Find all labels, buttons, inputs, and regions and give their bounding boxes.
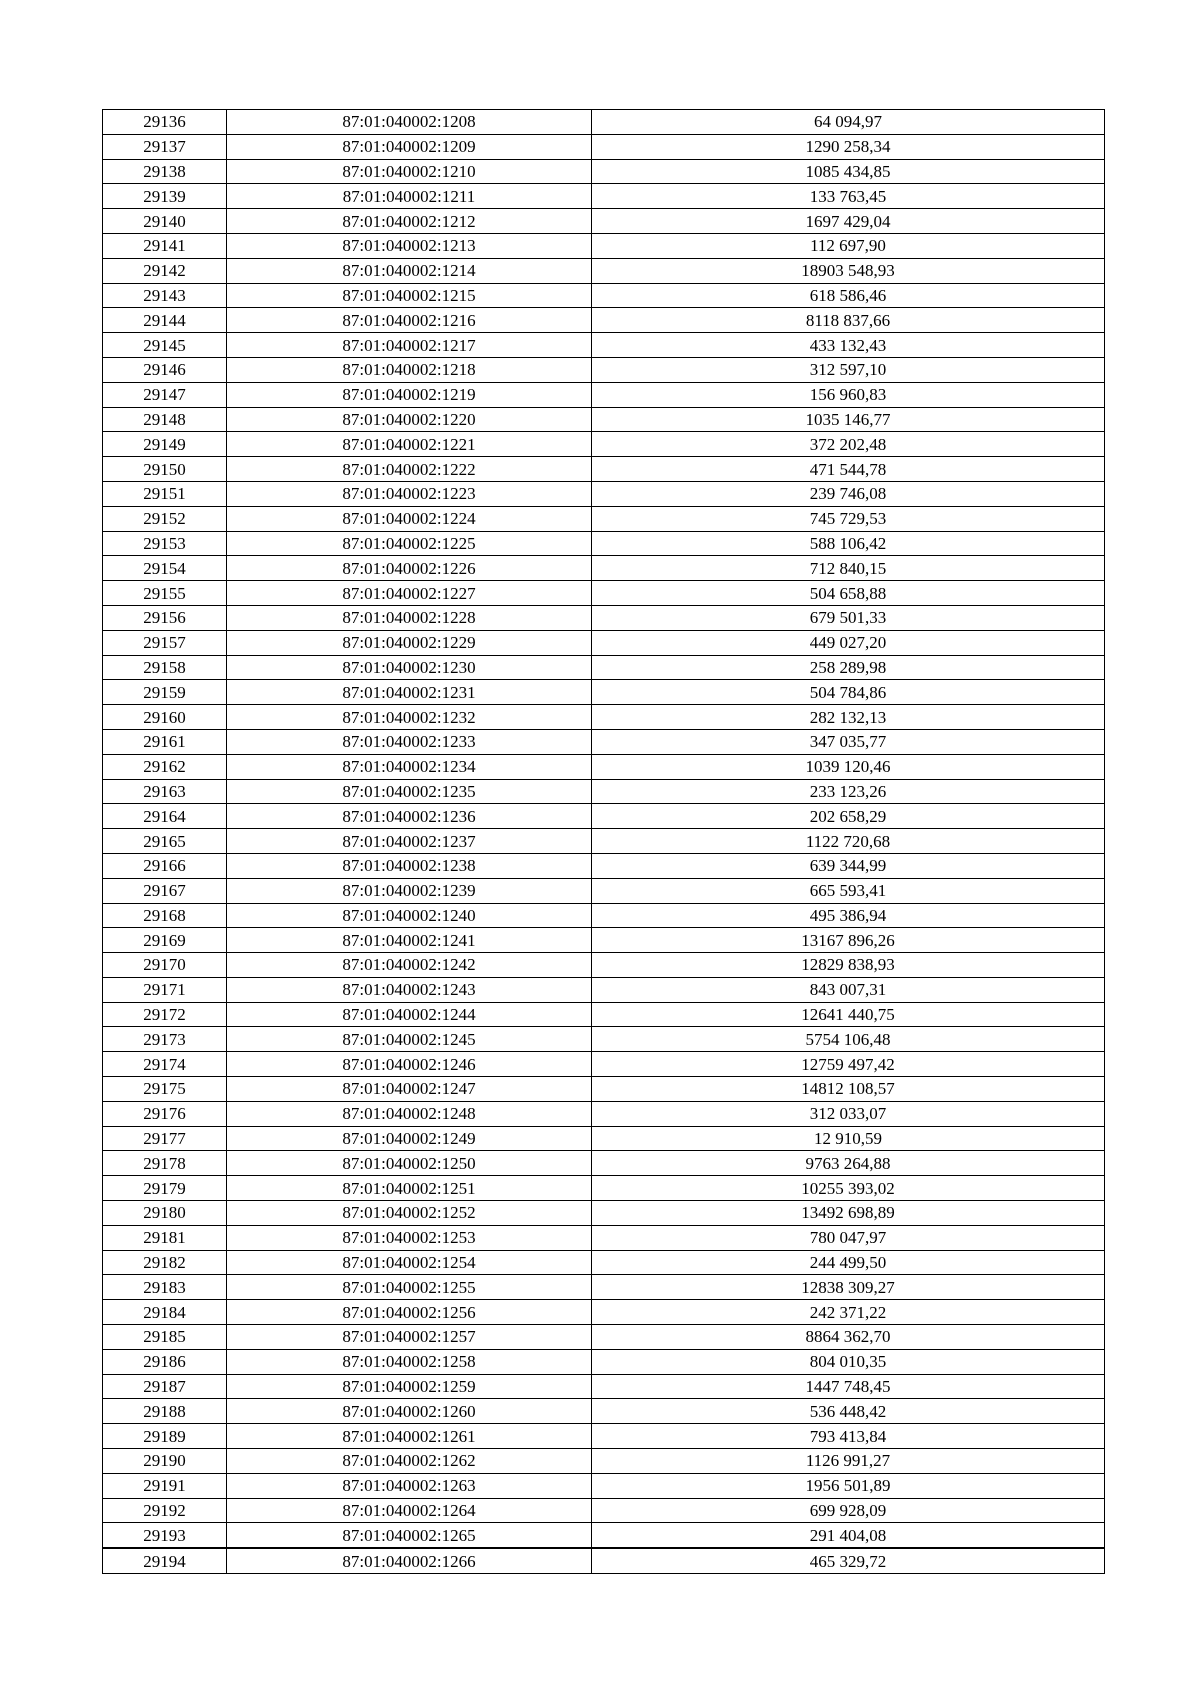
row-number-cell: 29164	[103, 804, 227, 829]
row-number-cell: 29151	[103, 481, 227, 506]
table-row	[103, 308, 1105, 333]
cadastral-value-cell: 12 910,59	[592, 1126, 1105, 1151]
row-number-cell: 29188	[103, 1399, 227, 1424]
cadastral-number-cell: 87:01:040002:1209	[227, 134, 592, 159]
table-body	[103, 110, 1105, 1574]
table-row	[103, 1027, 1105, 1052]
cadastral-value-cell: 588 106,42	[592, 531, 1105, 556]
cadastral-value-cell: 449 027,20	[592, 630, 1105, 655]
cadastral-number-cell: 87:01:040002:1217	[227, 333, 592, 358]
cadastral-value-cell: 156 960,83	[592, 382, 1105, 407]
row-number-cell: 29158	[103, 655, 227, 680]
table-row	[103, 605, 1105, 630]
table-row	[103, 382, 1105, 407]
row-number-cell: 29139	[103, 184, 227, 209]
row-number-cell: 29152	[103, 506, 227, 531]
cadastral-number-cell: 87:01:040002:1231	[227, 680, 592, 705]
table-row	[103, 953, 1105, 978]
row-number-cell: 29137	[103, 134, 227, 159]
cadastral-number-cell: 87:01:040002:1264	[227, 1498, 592, 1523]
cadastral-value-cell: 639 344,99	[592, 853, 1105, 878]
cadastral-value-cell: 242 371,22	[592, 1300, 1105, 1325]
cadastral-value-cell: 12838 309,27	[592, 1275, 1105, 1300]
cadastral-value-cell: 1122 720,68	[592, 829, 1105, 854]
cadastral-number-cell: 87:01:040002:1265	[227, 1523, 592, 1548]
cadastral-number-cell: 87:01:040002:1237	[227, 829, 592, 854]
cadastral-value-cell: 14812 108,57	[592, 1077, 1105, 1102]
table-row	[103, 1275, 1105, 1300]
cadastral-number-cell: 87:01:040002:1221	[227, 432, 592, 457]
row-number-cell: 29183	[103, 1275, 227, 1300]
row-number-cell: 29192	[103, 1498, 227, 1523]
row-number-cell: 29177	[103, 1126, 227, 1151]
row-number-cell: 29149	[103, 432, 227, 457]
cadastral-value-cell: 64 094,97	[592, 110, 1105, 135]
cadastral-value-cell: 244 499,50	[592, 1250, 1105, 1275]
cadastral-number-cell: 87:01:040002:1250	[227, 1151, 592, 1176]
table-row	[103, 754, 1105, 779]
table-row	[103, 928, 1105, 953]
cadastral-value-cell: 1697 429,04	[592, 209, 1105, 234]
cadastral-number-cell: 87:01:040002:1263	[227, 1473, 592, 1498]
cadastral-number-cell: 87:01:040002:1247	[227, 1077, 592, 1102]
cadastral-number-cell: 87:01:040002:1229	[227, 630, 592, 655]
cadastral-number-cell: 87:01:040002:1211	[227, 184, 592, 209]
cadastral-number-cell: 87:01:040002:1220	[227, 407, 592, 432]
cadastral-number-cell: 87:01:040002:1239	[227, 878, 592, 903]
row-number-cell: 29171	[103, 977, 227, 1002]
row-number-cell: 29147	[103, 382, 227, 407]
cadastral-number-cell: 87:01:040002:1259	[227, 1374, 592, 1399]
row-number-cell: 29163	[103, 779, 227, 804]
row-number-cell: 29194	[103, 1548, 227, 1573]
cadastral-number-cell: 87:01:040002:1254	[227, 1250, 592, 1275]
table-row	[103, 680, 1105, 705]
table-row	[103, 1449, 1105, 1474]
table-row	[103, 1126, 1105, 1151]
row-number-cell: 29154	[103, 556, 227, 581]
table-row	[103, 1300, 1105, 1325]
cadastral-value-cell: 291 404,08	[592, 1523, 1105, 1548]
cadastral-value-cell: 433 132,43	[592, 333, 1105, 358]
cadastral-value-cell: 1126 991,27	[592, 1449, 1105, 1474]
table-row	[103, 1077, 1105, 1102]
row-number-cell: 29179	[103, 1176, 227, 1201]
cadastral-value-cell: 1447 748,45	[592, 1374, 1105, 1399]
row-number-cell: 29190	[103, 1449, 227, 1474]
cadastral-value-cell: 504 784,86	[592, 680, 1105, 705]
cadastral-value-cell: 495 386,94	[592, 903, 1105, 928]
table-row	[103, 1201, 1105, 1226]
cadastral-number-cell: 87:01:040002:1213	[227, 233, 592, 258]
row-number-cell: 29150	[103, 457, 227, 482]
cadastral-value-cell: 282 132,13	[592, 705, 1105, 730]
cadastral-value-cell: 804 010,35	[592, 1349, 1105, 1374]
table-row	[103, 779, 1105, 804]
cadastral-number-cell: 87:01:040002:1258	[227, 1349, 592, 1374]
cadastral-number-cell: 87:01:040002:1241	[227, 928, 592, 953]
table-row	[103, 804, 1105, 829]
table-row	[103, 432, 1105, 457]
row-number-cell: 29138	[103, 159, 227, 184]
row-number-cell: 29160	[103, 705, 227, 730]
cadastral-value-cell: 1039 120,46	[592, 754, 1105, 779]
cadastral-number-cell: 87:01:040002:1218	[227, 357, 592, 382]
row-number-cell: 29184	[103, 1300, 227, 1325]
cadastral-number-cell: 87:01:040002:1242	[227, 953, 592, 978]
row-number-cell: 29172	[103, 1002, 227, 1027]
row-number-cell: 29136	[103, 110, 227, 135]
table-row	[103, 1101, 1105, 1126]
cadastral-value-cell: 112 697,90	[592, 233, 1105, 258]
cadastral-number-cell: 87:01:040002:1246	[227, 1052, 592, 1077]
row-number-cell: 29166	[103, 853, 227, 878]
cadastral-number-cell: 87:01:040002:1224	[227, 506, 592, 531]
table-row	[103, 853, 1105, 878]
cadastral-number-cell: 87:01:040002:1210	[227, 159, 592, 184]
row-number-cell: 29156	[103, 605, 227, 630]
cadastral-value-cell: 465 329,72	[592, 1548, 1105, 1573]
cadastral-value-cell: 202 658,29	[592, 804, 1105, 829]
table-row	[103, 1374, 1105, 1399]
cadastral-number-cell: 87:01:040002:1243	[227, 977, 592, 1002]
cadastral-number-cell: 87:01:040002:1212	[227, 209, 592, 234]
table-row	[103, 1399, 1105, 1424]
row-number-cell: 29182	[103, 1250, 227, 1275]
cadastral-number-cell: 87:01:040002:1244	[227, 1002, 592, 1027]
cadastral-number-cell: 87:01:040002:1262	[227, 1449, 592, 1474]
table-row	[103, 233, 1105, 258]
row-number-cell: 29140	[103, 209, 227, 234]
table-row	[103, 630, 1105, 655]
table-row	[103, 134, 1105, 159]
cadastral-number-cell: 87:01:040002:1234	[227, 754, 592, 779]
table-row	[103, 333, 1105, 358]
cadastral-number-cell: 87:01:040002:1252	[227, 1201, 592, 1226]
row-number-cell: 29146	[103, 357, 227, 382]
table-row	[103, 878, 1105, 903]
table-row	[103, 209, 1105, 234]
cadastral-number-cell: 87:01:040002:1216	[227, 308, 592, 333]
cadastral-number-cell: 87:01:040002:1214	[227, 258, 592, 283]
row-number-cell: 29162	[103, 754, 227, 779]
cadastral-number-cell: 87:01:040002:1261	[227, 1424, 592, 1449]
row-number-cell: 29180	[103, 1201, 227, 1226]
cadastral-number-cell: 87:01:040002:1227	[227, 581, 592, 606]
cadastral-value-cell: 1290 258,34	[592, 134, 1105, 159]
cadastral-number-cell: 87:01:040002:1255	[227, 1275, 592, 1300]
cadastral-value-cell: 233 123,26	[592, 779, 1105, 804]
cadastral-number-cell: 87:01:040002:1215	[227, 283, 592, 308]
cadastral-number-cell: 87:01:040002:1253	[227, 1225, 592, 1250]
row-number-cell: 29155	[103, 581, 227, 606]
table-row	[103, 283, 1105, 308]
row-number-cell: 29189	[103, 1424, 227, 1449]
cadastral-number-cell: 87:01:040002:1260	[227, 1399, 592, 1424]
row-number-cell: 29165	[103, 829, 227, 854]
cadastral-value-cell: 12759 497,42	[592, 1052, 1105, 1077]
row-number-cell: 29148	[103, 407, 227, 432]
cadastral-number-cell: 87:01:040002:1226	[227, 556, 592, 581]
cadastral-number-cell: 87:01:040002:1240	[227, 903, 592, 928]
table-row	[103, 1548, 1105, 1573]
cadastral-value-cell: 13167 896,26	[592, 928, 1105, 953]
row-number-cell: 29157	[103, 630, 227, 655]
table-row	[103, 1002, 1105, 1027]
row-number-cell: 29186	[103, 1349, 227, 1374]
row-number-cell: 29168	[103, 903, 227, 928]
cadastral-number-cell: 87:01:040002:1223	[227, 481, 592, 506]
row-number-cell: 29178	[103, 1151, 227, 1176]
cadastral-value-cell: 258 289,98	[592, 655, 1105, 680]
table-row	[103, 655, 1105, 680]
cadastral-number-cell: 87:01:040002:1233	[227, 729, 592, 754]
cadastral-value-cell: 1035 146,77	[592, 407, 1105, 432]
cadastral-number-cell: 87:01:040002:1236	[227, 804, 592, 829]
cadastral-number-cell: 87:01:040002:1238	[227, 853, 592, 878]
table-row	[103, 977, 1105, 1002]
row-number-cell: 29145	[103, 333, 227, 358]
cadastral-value-cell: 9763 264,88	[592, 1151, 1105, 1176]
cadastral-value-cell: 504 658,88	[592, 581, 1105, 606]
table-row	[103, 110, 1105, 135]
table-row	[103, 1424, 1105, 1449]
row-number-cell: 29144	[103, 308, 227, 333]
cadastral-number-cell: 87:01:040002:1248	[227, 1101, 592, 1126]
cadastral-number-cell: 87:01:040002:1245	[227, 1027, 592, 1052]
row-number-cell: 29142	[103, 258, 227, 283]
cadastral-value-cell: 239 746,08	[592, 481, 1105, 506]
cadastral-number-cell: 87:01:040002:1232	[227, 705, 592, 730]
row-number-cell: 29191	[103, 1473, 227, 1498]
row-number-cell: 29159	[103, 680, 227, 705]
row-number-cell: 29185	[103, 1325, 227, 1350]
row-number-cell: 29176	[103, 1101, 227, 1126]
cadastral-value-cell: 312 033,07	[592, 1101, 1105, 1126]
cadastral-value-cell: 665 593,41	[592, 878, 1105, 903]
cadastral-value-cell: 536 448,42	[592, 1399, 1105, 1424]
cadastral-value-cell: 12641 440,75	[592, 1002, 1105, 1027]
cadastral-value-cell: 618 586,46	[592, 283, 1105, 308]
cadastral-number-cell: 87:01:040002:1235	[227, 779, 592, 804]
row-number-cell: 29153	[103, 531, 227, 556]
cadastral-value-cell: 10255 393,02	[592, 1176, 1105, 1201]
table-row	[103, 1349, 1105, 1374]
table-row	[103, 357, 1105, 382]
cadastral-number-cell: 87:01:040002:1256	[227, 1300, 592, 1325]
cadastral-value-cell: 8864 362,70	[592, 1325, 1105, 1350]
cadastral-value-cell: 372 202,48	[592, 432, 1105, 457]
table-row	[103, 1473, 1105, 1498]
cadastral-value-cell: 13492 698,89	[592, 1201, 1105, 1226]
table-row	[103, 705, 1105, 730]
table-row	[103, 1523, 1105, 1548]
table-row	[103, 556, 1105, 581]
cadastral-number-cell: 87:01:040002:1230	[227, 655, 592, 680]
table-row	[103, 581, 1105, 606]
cadastral-value-cell: 1085 434,85	[592, 159, 1105, 184]
cadastral-value-cell: 780 047,97	[592, 1225, 1105, 1250]
table-row	[103, 1498, 1105, 1523]
row-number-cell: 29161	[103, 729, 227, 754]
cadastral-value-cell: 1956 501,89	[592, 1473, 1105, 1498]
cadastral-value-cell: 843 007,31	[592, 977, 1105, 1002]
cadastral-number-cell: 87:01:040002:1222	[227, 457, 592, 482]
row-number-cell: 29143	[103, 283, 227, 308]
table-row	[103, 1325, 1105, 1350]
table-row	[103, 184, 1105, 209]
cadastral-number-cell: 87:01:040002:1219	[227, 382, 592, 407]
table-row	[103, 1225, 1105, 1250]
cadastral-number-cell: 87:01:040002:1266	[227, 1548, 592, 1573]
table-row	[103, 1052, 1105, 1077]
row-number-cell: 29174	[103, 1052, 227, 1077]
row-number-cell: 29187	[103, 1374, 227, 1399]
cadastral-value-cell: 312 597,10	[592, 357, 1105, 382]
cadastral-value-cell: 8118 837,66	[592, 308, 1105, 333]
cadastral-number-cell: 87:01:040002:1208	[227, 110, 592, 135]
cadastral-value-cell: 18903 548,93	[592, 258, 1105, 283]
row-number-cell: 29167	[103, 878, 227, 903]
table-row	[103, 729, 1105, 754]
cadastral-value-cell: 745 729,53	[592, 506, 1105, 531]
cadastral-number-cell: 87:01:040002:1228	[227, 605, 592, 630]
cadastral-value-cell: 471 544,78	[592, 457, 1105, 482]
table-row	[103, 1250, 1105, 1275]
cadastral-value-cell: 347 035,77	[592, 729, 1105, 754]
table-row	[103, 531, 1105, 556]
table-row	[103, 1151, 1105, 1176]
cadastral-number-cell: 87:01:040002:1249	[227, 1126, 592, 1151]
cadastral-number-cell: 87:01:040002:1257	[227, 1325, 592, 1350]
cadastral-number-cell: 87:01:040002:1225	[227, 531, 592, 556]
cadastral-value-cell: 12829 838,93	[592, 953, 1105, 978]
cadastral-value-cell: 712 840,15	[592, 556, 1105, 581]
row-number-cell: 29175	[103, 1077, 227, 1102]
row-number-cell: 29170	[103, 953, 227, 978]
cadastral-value-cell: 133 763,45	[592, 184, 1105, 209]
table-row	[103, 407, 1105, 432]
cadastral-value-cell: 793 413,84	[592, 1424, 1105, 1449]
row-number-cell: 29193	[103, 1523, 227, 1548]
table-row	[103, 159, 1105, 184]
table-row	[103, 1176, 1105, 1201]
cadastral-value-cell: 679 501,33	[592, 605, 1105, 630]
table-row	[103, 481, 1105, 506]
table-row	[103, 258, 1105, 283]
table-row	[103, 829, 1105, 854]
row-number-cell: 29141	[103, 233, 227, 258]
cadastral-value-cell: 5754 106,48	[592, 1027, 1105, 1052]
cadastral-number-cell: 87:01:040002:1251	[227, 1176, 592, 1201]
row-number-cell: 29181	[103, 1225, 227, 1250]
table-row	[103, 506, 1105, 531]
cadastral-value-cell: 699 928,09	[592, 1498, 1105, 1523]
cadastral-value-table	[102, 109, 1105, 1574]
row-number-cell: 29169	[103, 928, 227, 953]
row-number-cell: 29173	[103, 1027, 227, 1052]
table-row	[103, 457, 1105, 482]
table-row	[103, 903, 1105, 928]
